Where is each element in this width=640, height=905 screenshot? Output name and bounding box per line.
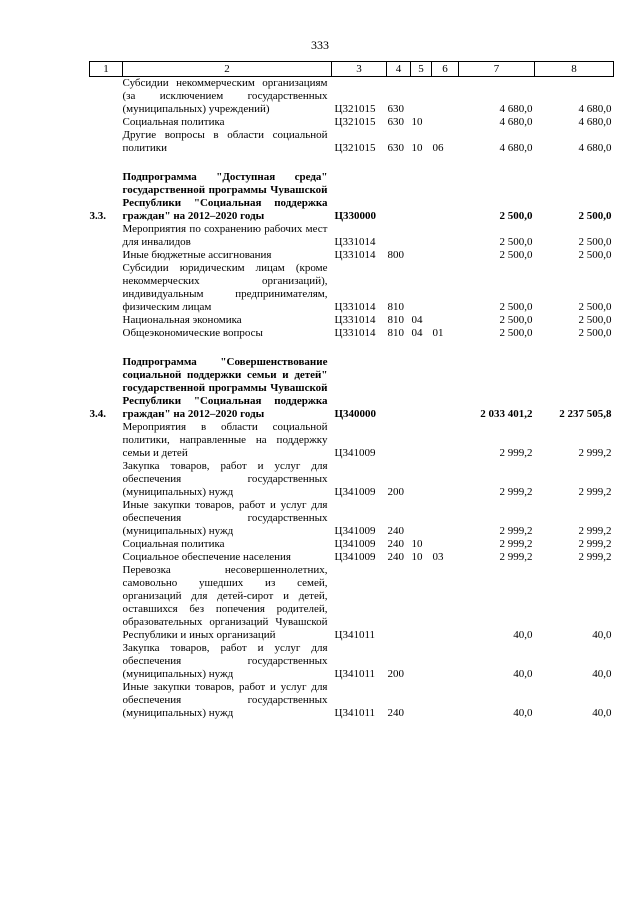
- table-row: [90, 129, 614, 155]
- amount-year-2: 2 237 505,8: [559, 408, 612, 420]
- spacer-cell: [90, 155, 614, 171]
- subsection-code: 06: [432, 142, 444, 154]
- column-header: 2: [123, 62, 332, 77]
- subsection-code: 01: [432, 327, 444, 339]
- amount-year-1: 4 680,0: [499, 142, 533, 154]
- column-header: 5: [411, 62, 432, 77]
- section-code: [411, 460, 432, 499]
- row-number: [90, 249, 123, 262]
- subsection-code: [432, 314, 459, 327]
- expense-type-code: 810: [387, 327, 404, 339]
- spacer-row: [90, 155, 614, 171]
- target-article-code: Ц341009: [334, 525, 376, 537]
- amount-year-2: 2 500,0: [578, 301, 612, 313]
- target-article-code: Ц341009: [334, 551, 376, 563]
- spacer-row: [90, 340, 614, 356]
- subsection-code: 03: [432, 551, 444, 563]
- amount-year-1: 2 999,2: [499, 538, 533, 550]
- amount-year-2: 40,0: [592, 707, 612, 719]
- row-number: [90, 129, 123, 155]
- section-code: [411, 356, 432, 421]
- amount-year-1: 2 500,0: [499, 249, 533, 261]
- row-number: 3.4.: [89, 408, 106, 420]
- amount-year-2: 4 680,0: [578, 103, 612, 115]
- budget-table: [89, 61, 614, 720]
- target-article-code: Ц341011: [334, 707, 376, 719]
- amount-year-2: 2 999,2: [578, 525, 612, 537]
- expense-type-code: 630: [387, 142, 404, 154]
- section-code: 04: [411, 327, 423, 339]
- target-article-code: Ц331014: [334, 249, 376, 261]
- expense-type-code: 630: [387, 103, 404, 115]
- row-number: [90, 681, 123, 720]
- section-code: [411, 171, 432, 223]
- row-number: [90, 421, 123, 460]
- item-name: Социальная политика: [122, 116, 225, 128]
- expense-type-code: 200: [387, 668, 404, 680]
- item-name: Субсидии некоммерческим организациям (за исключением государственных (муниципальных) учреждений): [122, 77, 328, 115]
- table-row: [90, 223, 614, 249]
- amount-year-1: 4 680,0: [499, 103, 533, 115]
- subsection-code: [432, 223, 459, 249]
- row-number: [90, 564, 123, 642]
- subsection-code: [432, 356, 459, 421]
- amount-year-1: 4 680,0: [499, 116, 533, 128]
- item-name: Иные закупки товаров, работ и услуг для обеспечения государственных (муниципальных) нужд: [122, 681, 328, 719]
- item-name: Иные бюджетные ассигнования: [122, 249, 272, 261]
- subsection-code: [432, 249, 459, 262]
- amount-year-2: 2 999,2: [578, 538, 612, 550]
- subsection-code: [432, 262, 459, 314]
- row-number: [90, 551, 123, 564]
- subsection-code: [432, 499, 459, 538]
- target-article-code: Ц331014: [334, 236, 376, 248]
- expense-type-code: 240: [387, 707, 404, 719]
- subsection-code: [432, 116, 459, 129]
- item-name: Мероприятия в области социальной политики, направленные на поддержку семьи и детей: [122, 421, 328, 459]
- target-article-code: Ц341009: [334, 486, 376, 498]
- item-name: Перевозка несовершеннолетних, самовольно ушедших из семей, организаций для детей-сирот и детей, оставшихся без попечения родителей, образовательных организаций Чувашской Республики и иных организаций: [122, 564, 328, 641]
- table-row: [90, 642, 614, 681]
- table-row: [90, 116, 614, 129]
- amount-year-1: 2 999,2: [499, 525, 533, 537]
- amount-year-1: 2 999,2: [499, 551, 533, 563]
- section-code: [411, 642, 432, 681]
- section-code: [411, 499, 432, 538]
- subsection-code: [432, 460, 459, 499]
- expense-type-code: 200: [387, 486, 404, 498]
- table-row: [90, 460, 614, 499]
- expense-type-code: [387, 421, 411, 460]
- subsection-code: [432, 538, 459, 551]
- expense-type-code: 800: [387, 249, 404, 261]
- amount-year-2: 4 680,0: [578, 116, 612, 128]
- section-code: [411, 249, 432, 262]
- expense-type-code: 240: [387, 538, 404, 550]
- expense-type-code: [387, 171, 411, 223]
- table-row: [90, 681, 614, 720]
- amount-year-2: 40,0: [592, 668, 612, 680]
- expense-type-code: 810: [387, 314, 404, 326]
- row-number: [90, 460, 123, 499]
- table-row: [90, 564, 614, 642]
- amount-year-1: 2 500,0: [499, 327, 533, 339]
- column-header: 7: [459, 62, 535, 77]
- target-article-code: Ц340000: [334, 408, 377, 420]
- expense-type-code: 810: [387, 301, 404, 313]
- subsection-code: [432, 642, 459, 681]
- table-row: [90, 314, 614, 327]
- item-name: Социальное обеспечение населения: [122, 551, 291, 563]
- amount-year-2: 2 500,0: [578, 314, 612, 326]
- item-name: Социальная политика: [122, 538, 225, 550]
- expense-type-code: 240: [387, 551, 404, 563]
- amount-year-1: 2 500,0: [499, 314, 533, 326]
- target-article-code: Ц341009: [334, 447, 376, 459]
- amount-year-2: 2 500,0: [578, 236, 612, 248]
- row-number: [90, 642, 123, 681]
- amount-year-1: 2 500,0: [499, 210, 533, 222]
- amount-year-2: 4 680,0: [578, 142, 612, 154]
- item-name: Национальная экономика: [122, 314, 242, 326]
- table-row: [90, 538, 614, 551]
- expense-type-code: [387, 356, 411, 421]
- amount-year-1: 2 033 401,2: [480, 408, 533, 420]
- row-number: [90, 538, 123, 551]
- column-header: 3: [332, 62, 387, 77]
- target-article-code: Ц341009: [334, 538, 376, 550]
- expense-type-code: [387, 564, 411, 642]
- subsection-code: [432, 77, 459, 117]
- row-number: [90, 262, 123, 314]
- target-article-code: Ц341011: [334, 629, 376, 641]
- item-name: Мероприятия по сохранению рабочих мест для инвалидов: [122, 223, 328, 248]
- amount-year-1: 2 999,2: [499, 447, 533, 459]
- section-code: 10: [411, 142, 423, 154]
- subsection-code: [432, 564, 459, 642]
- item-name: Другие вопросы в области социальной политики: [122, 129, 328, 154]
- section-code: [411, 262, 432, 314]
- subsection-code: [432, 421, 459, 460]
- row-number: [90, 499, 123, 538]
- column-header: 4: [387, 62, 411, 77]
- table-row: [90, 356, 614, 421]
- item-name: Закупка товаров, работ и услуг для обеспечения государственных (муниципальных) нужд: [122, 460, 328, 498]
- item-name: Подпрограмма "Доступная среда" государственной программы Чувашской Республики "Социальная поддержка граждан" на 2012–2020 годы: [122, 171, 328, 222]
- table-row: [90, 262, 614, 314]
- section-code: 10: [411, 551, 423, 563]
- table-row: [90, 499, 614, 538]
- amount-year-1: 2 999,2: [499, 486, 533, 498]
- expense-type-code: 240: [387, 525, 404, 537]
- item-name: Иные закупки товаров, работ и услуг для обеспечения государственных (муниципальных) нужд: [122, 499, 328, 537]
- item-name: Закупка товаров, работ и услуг для обеспечения государственных (муниципальных) нужд: [122, 642, 328, 680]
- section-code: 10: [411, 116, 423, 128]
- target-article-code: Ц321015: [334, 142, 376, 154]
- column-header: 1: [90, 62, 123, 77]
- target-article-code: Ц321015: [334, 103, 376, 115]
- row-number: [90, 77, 123, 117]
- target-article-code: Ц331014: [334, 327, 376, 339]
- target-article-code: Ц330000: [334, 210, 377, 222]
- amount-year-2: 2 999,2: [578, 486, 612, 498]
- table-row: [90, 171, 614, 223]
- table-row: [90, 327, 614, 340]
- row-number: 3.3.: [89, 210, 106, 222]
- row-number: [90, 116, 123, 129]
- column-header: 8: [535, 62, 614, 77]
- section-code: [411, 564, 432, 642]
- table-row: [90, 551, 614, 564]
- subsection-code: [432, 681, 459, 720]
- amount-year-1: 40,0: [513, 668, 533, 680]
- amount-year-2: 2 500,0: [578, 210, 612, 222]
- subsection-code: [432, 171, 459, 223]
- row-number: [90, 223, 123, 249]
- target-article-code: Ц331014: [334, 314, 376, 326]
- column-header: 6: [432, 62, 459, 77]
- table-row: [90, 421, 614, 460]
- row-number: [90, 314, 123, 327]
- amount-year-2: 2 999,2: [578, 447, 612, 459]
- section-code: 04: [411, 314, 423, 326]
- amount-year-2: 2 500,0: [578, 327, 612, 339]
- table-row: [90, 249, 614, 262]
- section-code: 10: [411, 538, 423, 550]
- table-body: [90, 77, 614, 721]
- item-name: Субсидии юридическим лицам (кроме некоммерческих организаций), индивидуальным предпринимателям, физическим лицам: [122, 262, 328, 313]
- row-number: [90, 327, 123, 340]
- item-name: Подпрограмма "Совершенствование социальной поддержки семьи и детей" государственной программы Чувашской Республики "Социальная поддержка граждан" на 2012–2020 годы: [122, 356, 328, 420]
- target-article-code: Ц341011: [334, 668, 376, 680]
- section-code: [411, 223, 432, 249]
- spacer-cell: [90, 340, 614, 356]
- amount-year-2: 2 500,0: [578, 249, 612, 261]
- target-article-code: Ц321015: [334, 116, 376, 128]
- expense-type-code: 630: [387, 116, 404, 128]
- amount-year-1: 2 500,0: [499, 236, 533, 248]
- amount-year-2: 40,0: [592, 629, 612, 641]
- expense-type-code: [387, 223, 411, 249]
- page-number: 333: [311, 38, 329, 52]
- table-row: [90, 77, 614, 117]
- amount-year-2: 2 999,2: [578, 551, 612, 563]
- amount-year-1: 40,0: [513, 707, 533, 719]
- amount-year-1: 40,0: [513, 629, 533, 641]
- item-name: Общеэкономические вопросы: [122, 327, 263, 339]
- section-code: [411, 421, 432, 460]
- section-code: [411, 77, 432, 117]
- table-header-row: [90, 62, 614, 77]
- section-code: [411, 681, 432, 720]
- amount-year-1: 2 500,0: [499, 301, 533, 313]
- target-article-code: Ц331014: [334, 301, 376, 313]
